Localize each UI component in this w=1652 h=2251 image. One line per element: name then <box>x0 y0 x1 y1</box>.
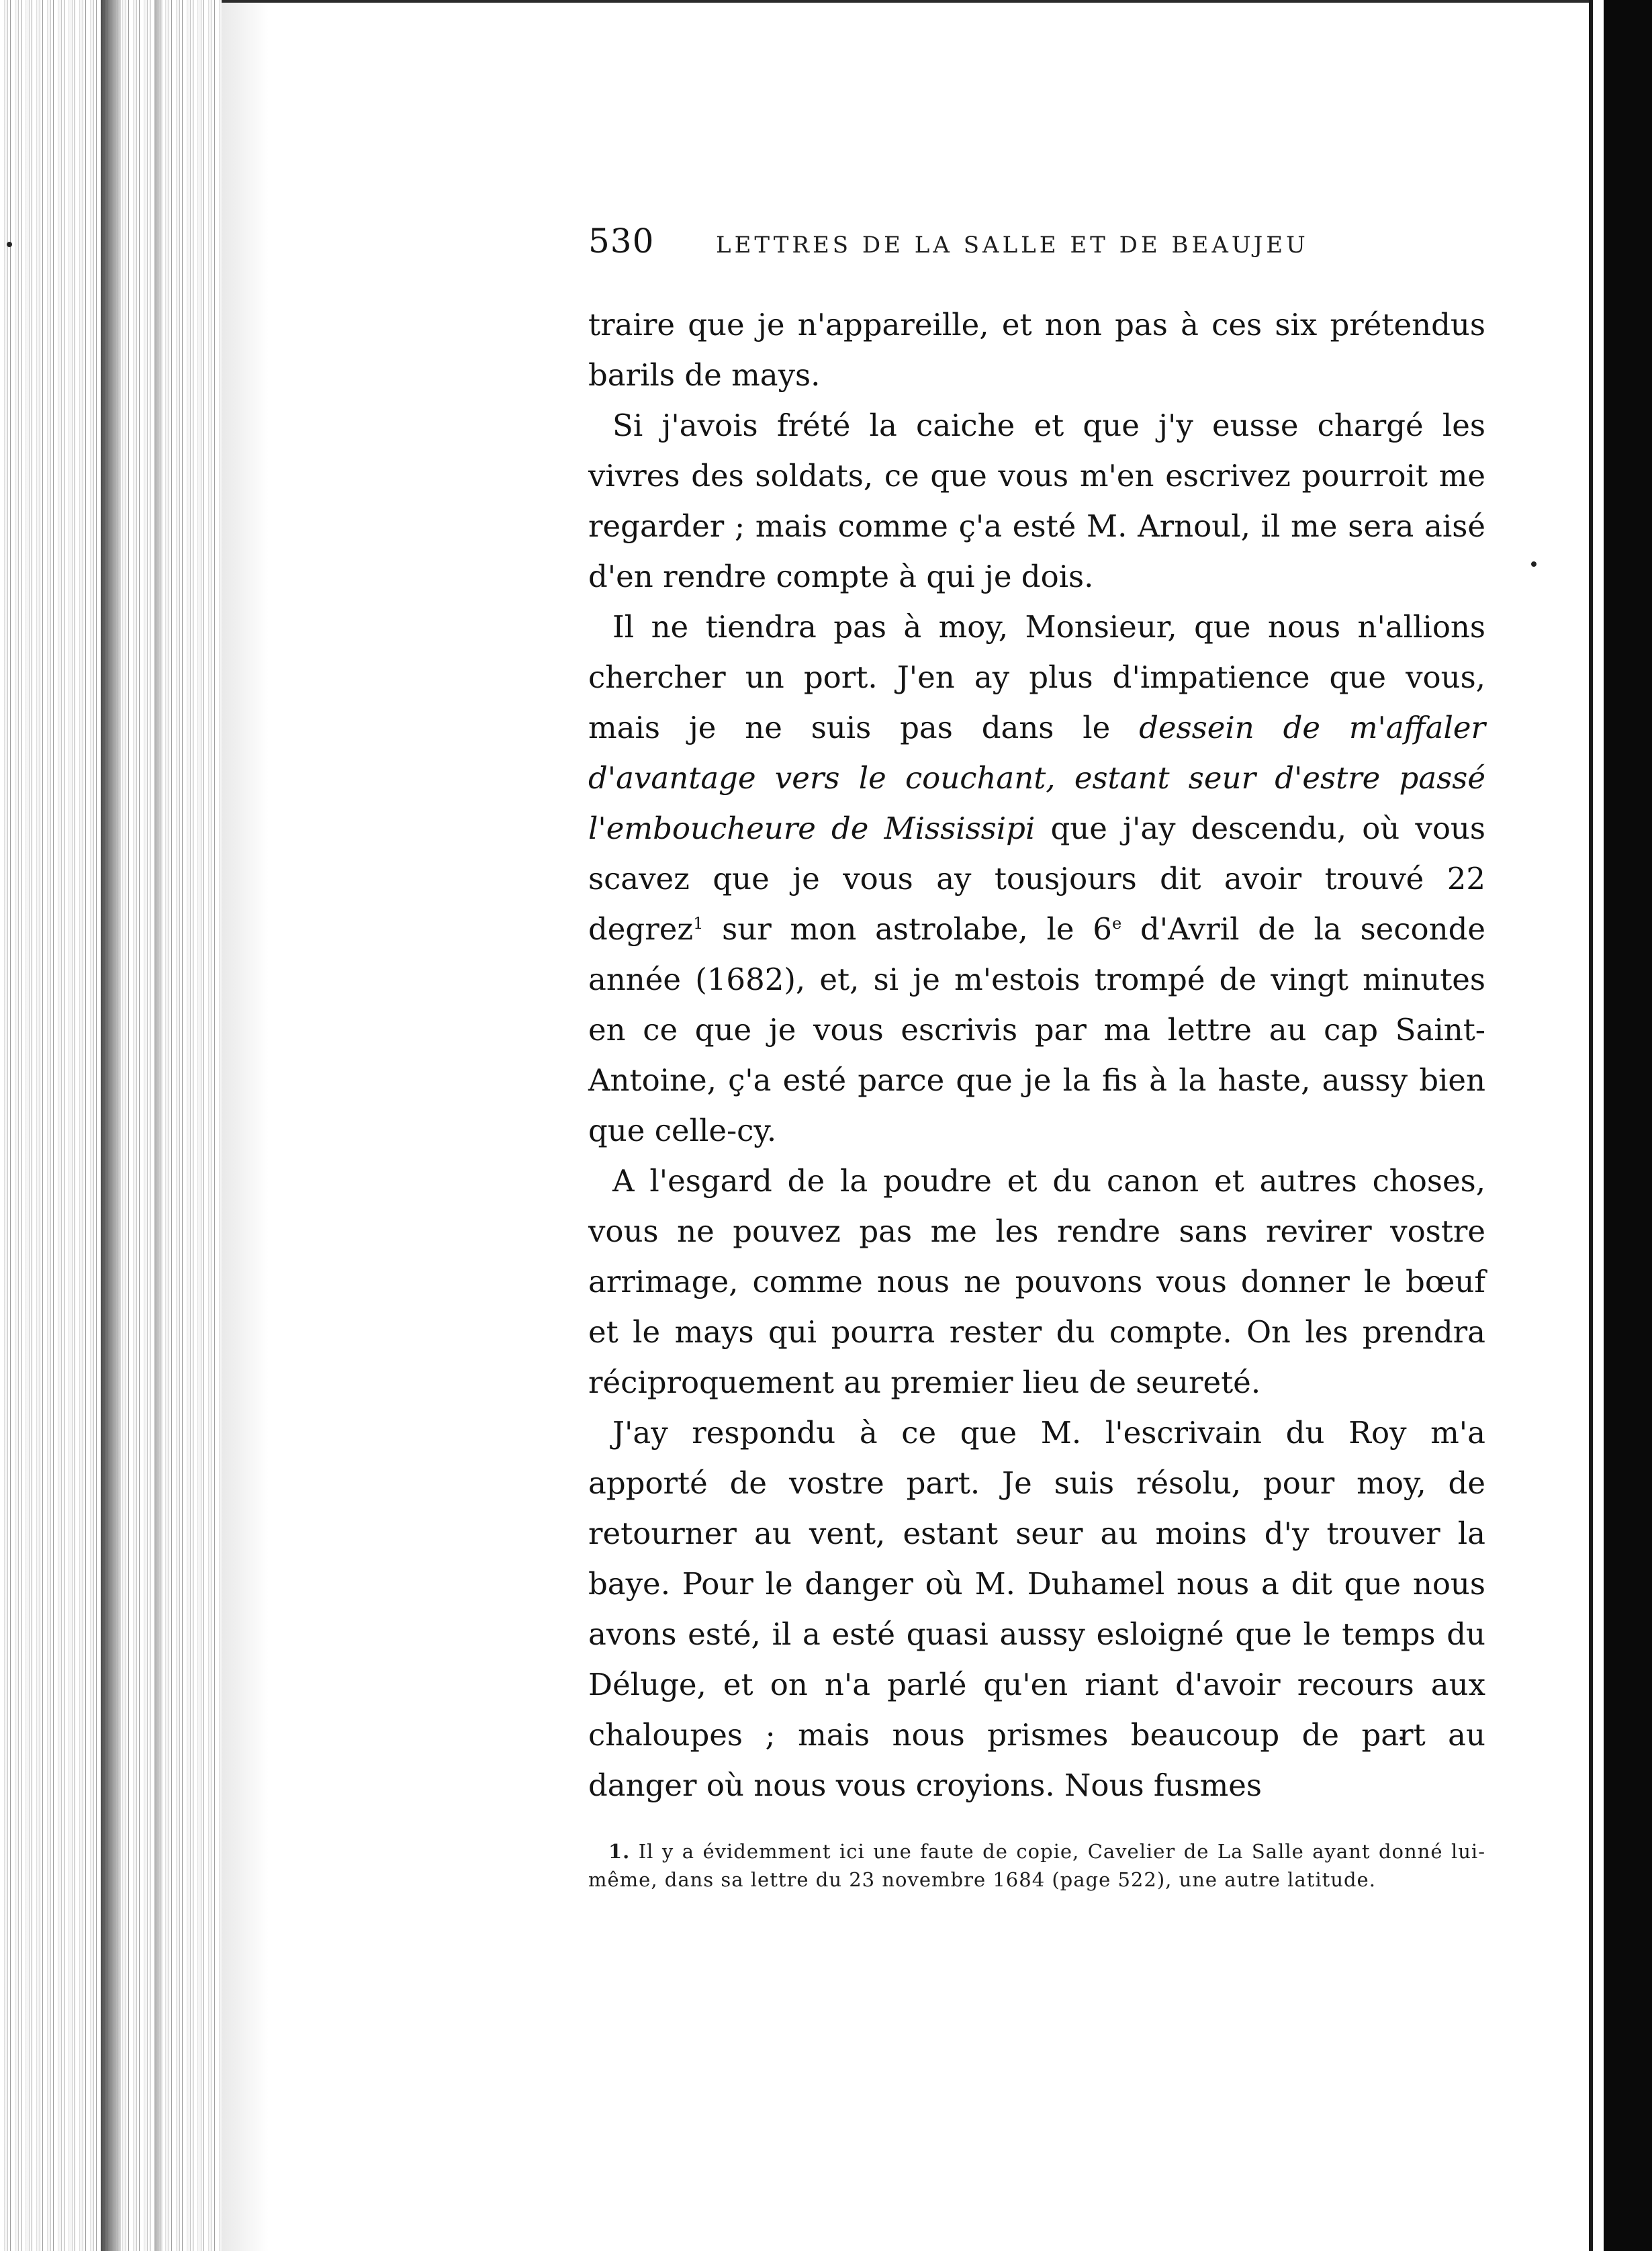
scan-top-rule <box>222 0 1589 3</box>
ordinal-superscript: e <box>1111 914 1122 933</box>
page-gutter <box>222 0 269 2251</box>
scan-speck <box>1531 561 1536 567</box>
page-number: 530 <box>588 222 655 261</box>
footnote <box>588 1837 1485 1894</box>
footnote-number: 1. <box>608 1840 631 1863</box>
paragraph-5: J'ay respondu à ce que M. l'escrivain du Roy m'a apporté de vostre part. Je suis résolu, pour moy, de retourner au vent, estant seur au moins d'y trouver la baye. Pour le danger où M. Duhamel nous a dit que nous avons esté, il a esté quasi aussy esloigné que le temps du Déluge, et on n'a parlé qu'en riant d'avoir recours aux chaloupes ; mais nous prismes beaucoup de part au danger où nous vous croyions. Nous fusmes <box>588 1415 1485 1803</box>
footnote-text: Il y a évidemment ici une faute de copie, Cavelier de La Salle ayant donné lui-même, dans sa lettre du 23 novembre 1684 (page 522), une autre latitude. <box>588 1840 1485 1891</box>
scan-right-border <box>1604 0 1652 2251</box>
footnote-reference: 1 <box>693 914 704 933</box>
scan-speck <box>7 242 12 247</box>
paragraph-1: traire que je n'appareille, et non pas à ces six prétendus barils de mays. <box>588 307 1485 393</box>
scan-right-rule <box>1589 0 1593 2251</box>
running-head-title: LETTRES DE LA SALLE ET DE BEAUJEU <box>716 232 1309 259</box>
paragraph-2: Si j'avois frété la caiche et que j'y eusse chargé les vivres des soldats, ce que vous m'en escrivez pourroit me regarder ; mais comme ç'a esté M. Arnoul, il me sera aisé d'en rendre compte à qui je dois. <box>588 408 1485 594</box>
page-edge-shadow-inner <box>154 0 163 2251</box>
paragraph-3-text-d: d'Avril de la seconde année (1682), et, si je m'estois trompé de vingt minutes en ce que je vous escrivis par ma lettre au cap Saint-Antoine, ç'a esté parce que je la fis à la haste, aussy bien que celle-cy. <box>588 911 1486 1148</box>
running-head <box>588 222 1485 262</box>
paragraph-3-text-b: que j'ay descendu, où vous scavez que je vous ay tousjours dit avoir trouvé 22 degrez <box>588 811 1485 947</box>
paragraph-3-italic-quote: dessein de m'affaler d'avantage vers le couchant, estant seur d'estre passé l'emboucheure de Mississipi <box>588 710 1485 846</box>
paragraph-4: A l'esgard de la poudre et du canon et autres choses, vous ne pouvez pas me les rendre sans revirer vostre arrimage, comme nous ne pouvons vous donner le bœuf et le mays qui pourra rester du compte. On les prendra réciproquement au premier lieu de seureté. <box>588 1163 1485 1400</box>
book-page <box>588 222 1485 1913</box>
paragraph-3-text-c: sur mon astrolabe, le 6 <box>703 911 1112 947</box>
page-edge-shadow <box>101 0 121 2251</box>
paragraph-3-text-a: Il ne tiendra pas à moy, Monsieur, que nous n'allions chercher un port. J'en ay plus d'impatience que vous, mais je ne suis pas dans le <box>588 609 1485 745</box>
paragraph-3 <box>588 602 1485 1156</box>
